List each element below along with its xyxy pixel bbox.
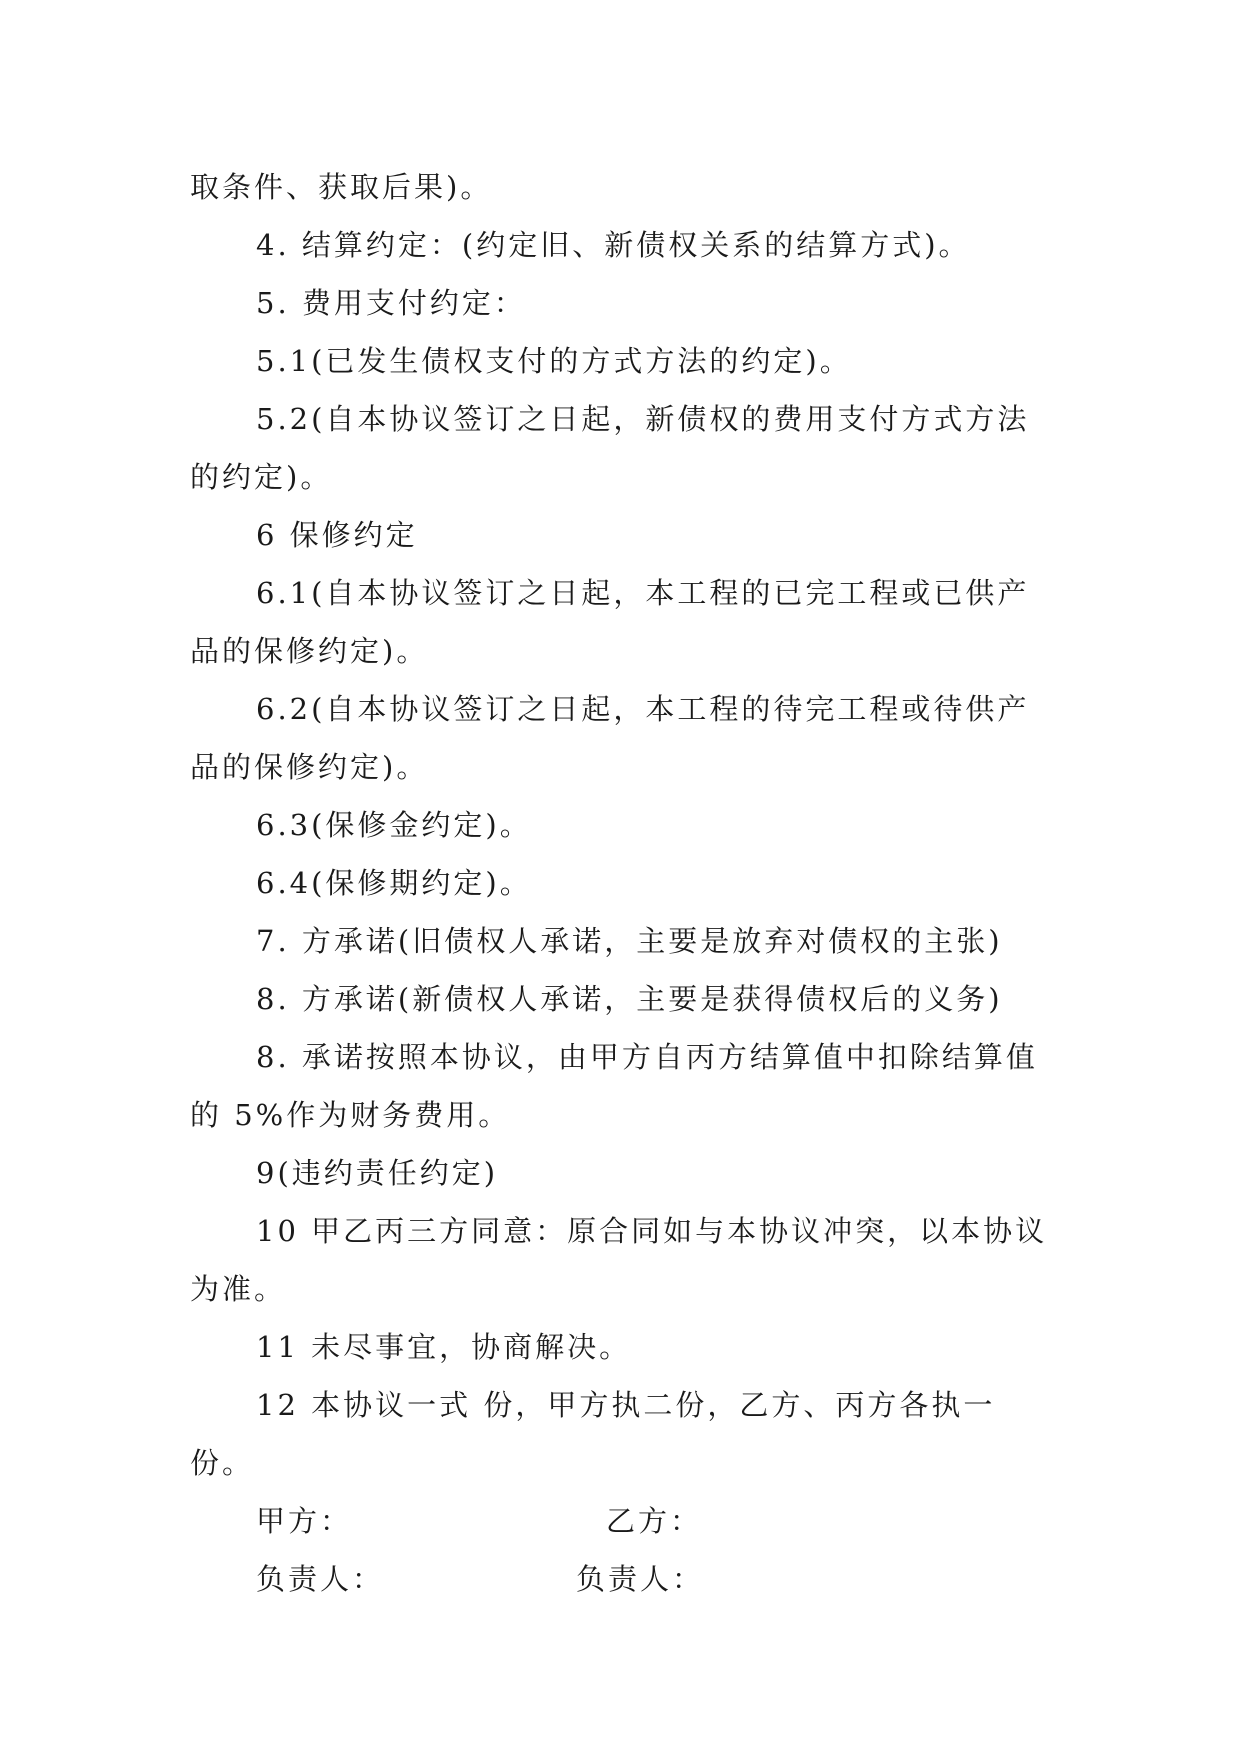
paragraph: 5.1(已发生债权支付的方式方法的约定)。 (256, 344, 852, 378)
paragraph: 5.2(自本协议签订之日起，新债权的费用支付方式方法的约定)。 (190, 402, 1030, 494)
signature-row-persons (190, 1550, 1050, 1608)
party-a-label: 甲方： (256, 1504, 353, 1538)
paragraph: 6.2(自本协议签订之日起，本工程的待完工程或待供产品的保修约定)。 (190, 692, 1030, 784)
paragraph: 10 甲乙丙三方同意：原合同如与本协议冲突，以本协议为准。 (190, 1214, 1048, 1306)
paragraph: 11 未尽事宜，协商解决。 (256, 1330, 632, 1364)
paragraph: 9(违约责任约定) (256, 1156, 499, 1190)
paragraph: 6.3(保修金约定)。 (256, 808, 532, 842)
party-a-person-label: 负责人： (256, 1562, 385, 1596)
paragraph: 6.1(自本协议签订之日起，本工程的已完工程或已供产品的保修约定)。 (190, 576, 1030, 668)
paragraph: 6.4(保修期约定)。 (256, 866, 532, 900)
paragraph: 取条件、获取后果)。 (190, 170, 493, 204)
party-b-label: 乙方： (606, 1504, 703, 1538)
paragraph: 12 本协议一式 份，甲方执二份，乙方、丙方各执一份。 (190, 1388, 996, 1480)
paragraph: 5. 费用支付约定： (256, 286, 526, 320)
paragraph: 7. 方承诺(旧债权人承诺，主要是放弃对债权的主张) (256, 924, 1003, 958)
paragraph: 4. 结算约定：(约定旧、新债权关系的结算方式)。 (256, 228, 971, 262)
signature-row-parties (190, 1492, 1050, 1550)
paragraph: 6 保修约定 (256, 518, 418, 552)
paragraph: 8. 承诺按照本协议，由甲方自丙方结算值中扣除结算值的 5%作为财务费用。 (190, 1040, 1038, 1132)
document-body (190, 158, 1050, 1608)
paragraph: 8. 方承诺(新债权人承诺，主要是获得债权后的义务) (256, 982, 1003, 1016)
party-b-person-label: 负责人： (576, 1562, 705, 1596)
